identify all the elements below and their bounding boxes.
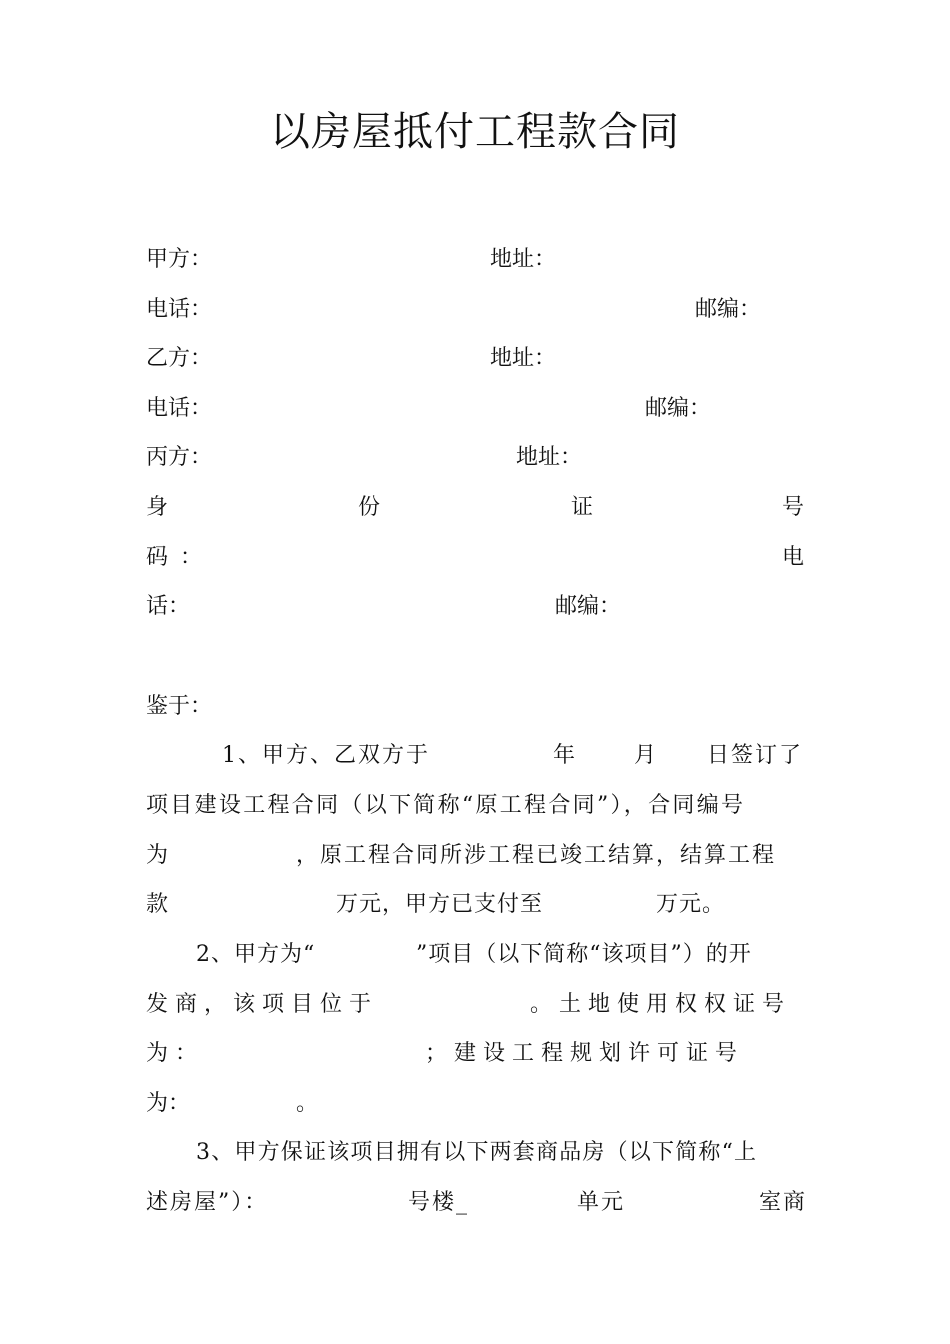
- clause2-line3-start: 为 ：: [146, 1041, 197, 1066]
- party-c-phone-label: 话：: [146, 594, 191, 619]
- clause2-line2-end: 。 土 地 使 用 权 权 证 号: [530, 992, 784, 1017]
- party-c-id-char: 份: [358, 495, 381, 520]
- clause3-line2-start: 述房屋”）：: [146, 1190, 269, 1215]
- clause1-wei: 为: [146, 843, 169, 868]
- page-title: 以房屋抵付工程款合同: [270, 109, 680, 155]
- clause3-unit: 单元: [577, 1190, 626, 1215]
- party-c-code-char: 码: [146, 545, 169, 570]
- clause2-line4-end: 。: [296, 1091, 319, 1116]
- clause3-line1: 3、甲方保证该项目拥有以下两套商品房（以下简称“上: [196, 1140, 758, 1165]
- party-a-phone-label: 电话：: [146, 297, 213, 322]
- party-c-id-colon: ：: [180, 545, 203, 570]
- whereas-heading: 鉴于：: [146, 694, 213, 719]
- party-c-postcode-label: 邮编：: [555, 594, 622, 619]
- clause2-line1-end: ”项目（以下简称“该项目”）的开: [416, 942, 752, 967]
- party-b-address-label: 地址：: [490, 346, 557, 371]
- party-c-phone-char: 电: [782, 545, 805, 570]
- clause2-line3-end: ； 建 设 工 程 规 划 许 可 证 号: [425, 1041, 737, 1066]
- clause3-room: 室商: [759, 1190, 808, 1215]
- clause1-year: 年: [553, 743, 576, 768]
- clause1-kuan: 款: [146, 892, 169, 917]
- party-c-address-label: 地址：: [516, 445, 583, 470]
- party-a-postcode-label: 邮编：: [695, 297, 762, 322]
- party-c-id-char: 号: [782, 495, 805, 520]
- clause2-line4-start: 为：: [146, 1091, 191, 1116]
- party-a-address-label: 地址：: [490, 247, 557, 272]
- clause1-line3: ，原工程合同所涉工程已竣工结算，结算工程: [296, 843, 777, 868]
- party-b-phone-label: 电话：: [146, 396, 213, 421]
- clause1-month: 月: [634, 743, 657, 768]
- clause1-line4-end: 万元。: [656, 892, 726, 917]
- clause2-line1-start: 2、甲方为“: [196, 942, 316, 967]
- party-c-id-char: 证: [571, 495, 594, 520]
- clause1-line1-start: 1、甲方、乙双方于: [222, 743, 430, 768]
- clause1-line4-mid: 万元，甲方已支付至: [336, 892, 544, 917]
- clause2-line2-start: 发 商 ， 该 项 目 位 于: [146, 992, 371, 1017]
- party-a-label: 甲方：: [146, 247, 213, 272]
- clause3-building: 号楼_: [408, 1190, 470, 1215]
- party-c-label: 丙方：: [146, 445, 213, 470]
- party-c-id-char: 身: [146, 495, 169, 520]
- clause1-line1-end: 日签订了: [707, 743, 804, 768]
- party-b-label: 乙方：: [146, 346, 213, 371]
- party-b-postcode-label: 邮编：: [645, 396, 712, 421]
- clause1-line2: 项目建设工程合同（以下简称“原工程合同”），合同编号: [146, 793, 746, 818]
